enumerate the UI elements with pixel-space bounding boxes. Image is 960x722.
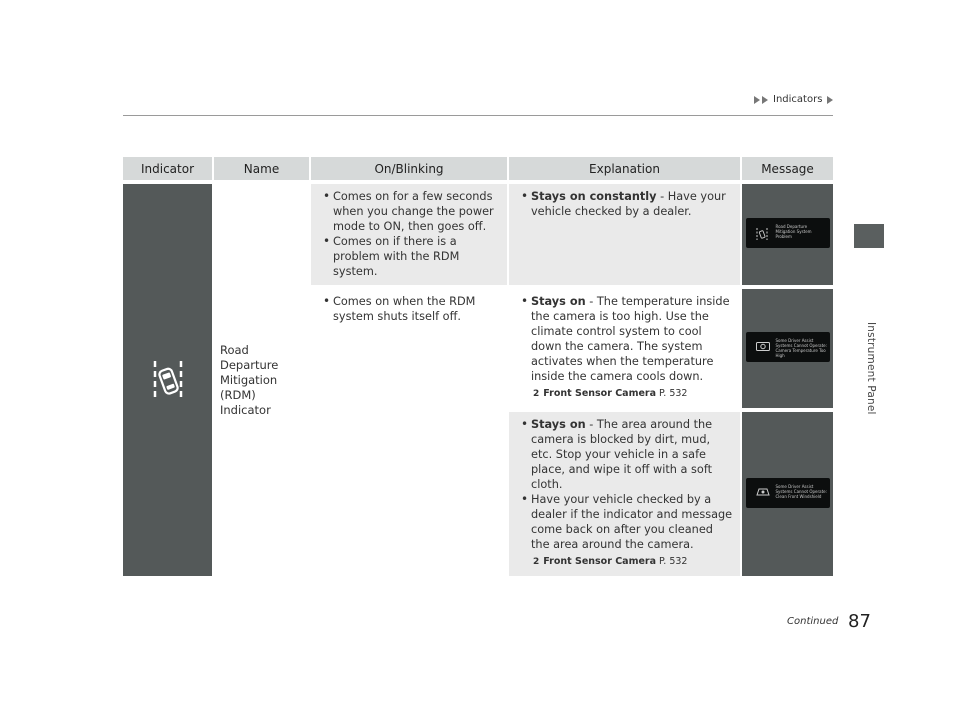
camera-icon	[756, 341, 770, 351]
continued-label: Continued	[787, 616, 839, 627]
message-text: Road Departure Mitigation System Problem	[775, 224, 812, 239]
table-header-row	[123, 157, 833, 180]
indicator-icon-cell	[123, 180, 214, 576]
message-text: Some Driver Assist Systems Cannot Operate: Clean Front Windshield	[775, 483, 827, 499]
cross-reference: 2 Front Sensor Camera P. 532	[533, 556, 688, 567]
windshield-camera-icon	[756, 487, 770, 497]
road-departure-mitigation-icon	[151, 357, 185, 401]
list-item: • Stays on - The temperature inside the camera is too high. Use the climate control system to cool down the camera. The system activates when the temperature inside the camera cools down. 2 Front Sensor Camera P. 532	[521, 294, 734, 402]
indicator-table	[123, 157, 833, 576]
list-item: • Have your vehicle checked by a dealer if the indicator and message come back on after you cleaned the area around the camera. 2 Front Sensor Camera P. 532	[521, 492, 734, 570]
section-tab-marker	[854, 224, 884, 248]
list-item: • Comes on for a few seconds when you change the power mode to ON, then goes off.	[323, 189, 501, 234]
explanation-cell	[509, 408, 742, 576]
column-header-on-blinking: On/Blinking	[311, 157, 509, 180]
column-header-message: Message	[742, 157, 833, 180]
message-cell	[742, 285, 833, 408]
section-tab-label: Instrument Panel	[865, 321, 877, 415]
road-departure-mitigation-icon	[756, 227, 768, 241]
cross-reference: 2 Front Sensor Camera P. 532	[533, 388, 688, 399]
column-header-name: Name	[214, 157, 311, 180]
list-item: • Comes on when the RDM system shuts itself off.	[323, 294, 501, 324]
message-text: Some Driver Assist Systems Cannot Operate: Camera Temperature Too High	[775, 338, 827, 358]
page-number: 87	[848, 611, 871, 632]
list-item: • Stays on constantly - Have your vehicle checked by a dealer.	[521, 189, 734, 219]
message-display	[746, 332, 830, 362]
explanation-cell	[509, 180, 742, 285]
on-blinking-cell	[311, 180, 509, 285]
message-display	[746, 478, 830, 508]
reference-mark-icon: 2	[533, 557, 540, 567]
list-item: • Stays on - The area around the camera is blocked by dirt, mud, etc. Stop your vehicle in a safe place, and wipe it off with a soft cloth.	[521, 417, 734, 492]
table-row	[123, 180, 833, 285]
breadcrumb-arrow-icon	[827, 96, 833, 104]
message-display	[746, 218, 830, 248]
breadcrumb-arrow-icon	[762, 96, 768, 104]
breadcrumb-label: Indicators	[773, 94, 823, 105]
column-header-explanation: Explanation	[509, 157, 742, 180]
reference-mark-icon: 2	[533, 389, 540, 399]
message-cell	[742, 180, 833, 285]
breadcrumb-arrow-icon	[754, 96, 760, 104]
breadcrumb	[754, 94, 833, 105]
message-cell	[742, 408, 833, 576]
explanation-cell	[509, 285, 742, 408]
indicator-name: Road Departure Mitigation (RDM) Indicator	[214, 180, 311, 576]
on-blinking-cell	[311, 285, 509, 576]
column-header-indicator: Indicator	[123, 157, 214, 180]
list-item: • Comes on if there is a problem with the RDM system.	[323, 234, 501, 279]
header-rule	[123, 115, 833, 116]
